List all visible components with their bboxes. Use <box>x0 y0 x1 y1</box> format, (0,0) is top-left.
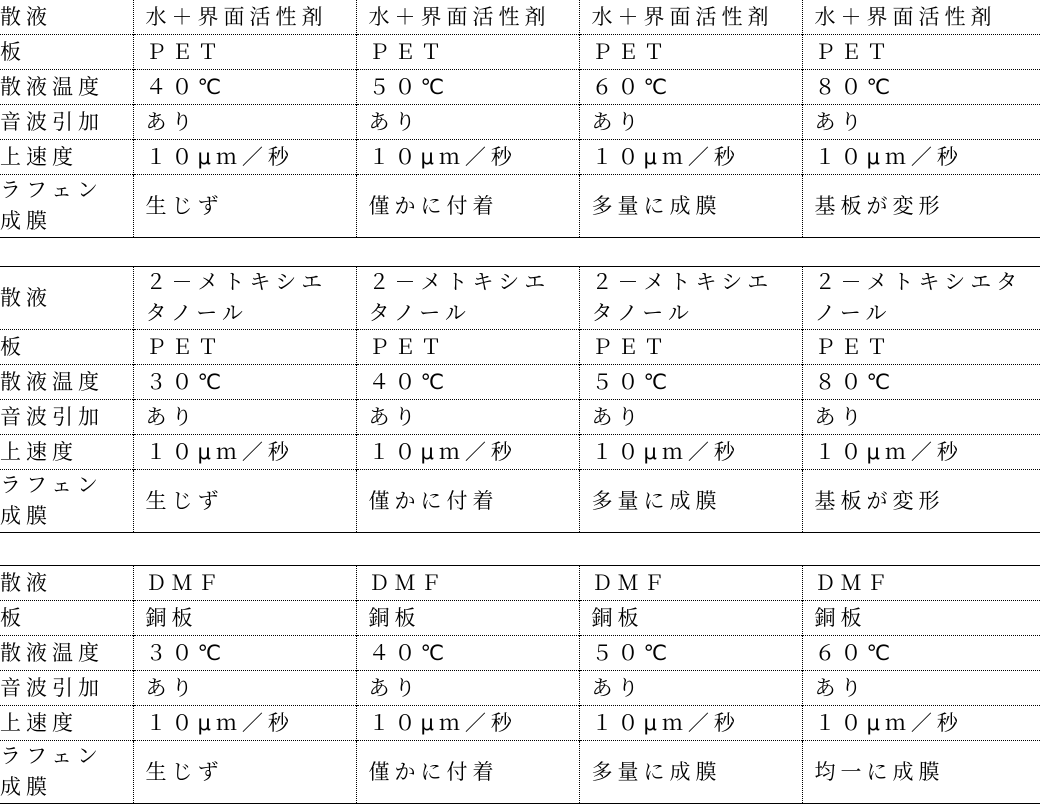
table-row <box>0 0 1040 35</box>
table-cell: １０μｍ／秒 <box>579 706 802 741</box>
table-row <box>0 470 1040 533</box>
table-cell: ２－メトキシエタノール <box>579 267 802 330</box>
table-cell: １０μｍ／秒 <box>579 435 802 470</box>
row-label: 音波引加 <box>0 109 104 134</box>
table-cell: 銅板 <box>802 601 1040 636</box>
table-row <box>0 601 1040 636</box>
table-row <box>0 105 1040 140</box>
table-cell: ３０℃ <box>133 365 356 400</box>
table-cell: ＤＭＦ <box>356 566 579 601</box>
row-label: 上速度 <box>0 144 78 169</box>
table-cell: １０μｍ／秒 <box>802 706 1040 741</box>
table-cell: 多量に成膜 <box>579 470 802 533</box>
row-label: 板 <box>0 39 26 64</box>
table-cell: ＰＥＴ <box>356 35 579 70</box>
table-cell: ＰＥＴ <box>133 35 356 70</box>
table-cell: 水＋界面活性剤 <box>579 0 802 35</box>
table-cell: ８０℃ <box>802 70 1040 105</box>
table-cell: あり <box>802 400 1040 435</box>
table-cell: 銅板 <box>579 601 802 636</box>
table-cell: ５０℃ <box>579 365 802 400</box>
table-cell: ２－メトキシエタノール <box>133 267 356 330</box>
table-cell: ＤＭＦ <box>579 566 802 601</box>
table-cell: ＰＥＴ <box>133 330 356 365</box>
table-cell: あり <box>356 400 579 435</box>
table-cell: １０μｍ／秒 <box>356 435 579 470</box>
table-cell: ２－メトキシエタノール <box>356 267 579 330</box>
table-cell: ３０℃ <box>133 636 356 671</box>
table-cell: ６０℃ <box>802 636 1040 671</box>
table-cell: 生じず <box>133 470 356 533</box>
table-cell: 基板が変形 <box>802 175 1040 238</box>
table-cell: あり <box>802 105 1040 140</box>
table-row <box>0 671 1040 706</box>
row-label: 散液温度 <box>0 640 104 665</box>
table-row <box>0 267 1040 330</box>
table-cell: ＰＥＴ <box>802 330 1040 365</box>
table-cell: 銅板 <box>356 601 579 636</box>
table-cell: ５０℃ <box>356 70 579 105</box>
table-cell: ＤＭＦ <box>133 566 356 601</box>
table-cell: １０μｍ／秒 <box>133 435 356 470</box>
table-cell: 僅かに付着 <box>356 741 579 804</box>
table-cell: ＰＥＴ <box>802 35 1040 70</box>
row-label: 上速度 <box>0 710 78 735</box>
row-label: 上速度 <box>0 439 78 464</box>
table-cell: あり <box>579 105 802 140</box>
row-label: ラフェン成膜 <box>0 744 103 799</box>
table-cell: ＤＭＦ <box>802 566 1040 601</box>
table-row <box>0 330 1040 365</box>
table-row <box>0 435 1040 470</box>
table-row <box>0 140 1040 175</box>
table-row <box>0 706 1040 741</box>
table-cell: あり <box>356 671 579 706</box>
row-label: 散液温度 <box>0 74 104 99</box>
results-table-1 <box>0 0 1040 238</box>
table-cell: ４０℃ <box>133 70 356 105</box>
results-table-3 <box>0 565 1040 804</box>
table-cell: 基板が変形 <box>802 470 1040 533</box>
results-table-2 <box>0 266 1040 533</box>
table-row <box>0 741 1040 804</box>
table-cell: あり <box>356 105 579 140</box>
table-cell: １０μｍ／秒 <box>356 140 579 175</box>
table-cell: 僅かに付着 <box>356 470 579 533</box>
row-label: 板 <box>0 605 26 630</box>
table-cell: ＰＥＴ <box>579 35 802 70</box>
table-cell: あり <box>133 671 356 706</box>
table-row <box>0 365 1040 400</box>
row-label: ラフェン成膜 <box>0 473 103 528</box>
table-cell: 均一に成膜 <box>802 741 1040 804</box>
table-cell: 水＋界面活性剤 <box>133 0 356 35</box>
table-cell: 水＋界面活性剤 <box>356 0 579 35</box>
table-row <box>0 70 1040 105</box>
table-cell: １０μｍ／秒 <box>356 706 579 741</box>
table-cell: あり <box>133 105 356 140</box>
table-cell: ＰＥＴ <box>579 330 802 365</box>
table-cell: 生じず <box>133 741 356 804</box>
table-row <box>0 566 1040 601</box>
row-label: 散液温度 <box>0 369 104 394</box>
table-cell: 水＋界面活性剤 <box>802 0 1040 35</box>
table-cell: 生じず <box>133 175 356 238</box>
table-cell: １０μｍ／秒 <box>802 435 1040 470</box>
table-cell: ５０℃ <box>579 636 802 671</box>
table-cell: ６０℃ <box>579 70 802 105</box>
table-cell: １０μｍ／秒 <box>133 140 356 175</box>
table-row <box>0 175 1040 238</box>
table-cell: あり <box>133 400 356 435</box>
table-cell: 銅板 <box>133 601 356 636</box>
table-cell: ＰＥＴ <box>356 330 579 365</box>
table-cell: ８０℃ <box>802 365 1040 400</box>
row-label: 音波引加 <box>0 675 104 700</box>
table-cell: 多量に成膜 <box>579 741 802 804</box>
table-cell: １０μｍ／秒 <box>579 140 802 175</box>
row-label: ラフェン成膜 <box>0 178 103 233</box>
table-cell: ４０℃ <box>356 636 579 671</box>
row-label: 散液 <box>0 570 52 595</box>
table-cell: あり <box>579 400 802 435</box>
row-label: 散液 <box>0 4 52 29</box>
table-cell: あり <box>579 671 802 706</box>
table-cell: あり <box>802 671 1040 706</box>
table-cell: 多量に成膜 <box>579 175 802 238</box>
table-row <box>0 400 1040 435</box>
row-label: 板 <box>0 334 26 359</box>
row-label: 音波引加 <box>0 404 104 429</box>
table-cell: ４０℃ <box>356 365 579 400</box>
table-cell: １０μｍ／秒 <box>802 140 1040 175</box>
table-cell: １０μｍ／秒 <box>133 706 356 741</box>
table-cell: 僅かに付着 <box>356 175 579 238</box>
table-row <box>0 35 1040 70</box>
row-label: 散液 <box>0 285 52 310</box>
table-row <box>0 636 1040 671</box>
table-cell: ２－メトキシエタノール <box>802 267 1040 330</box>
